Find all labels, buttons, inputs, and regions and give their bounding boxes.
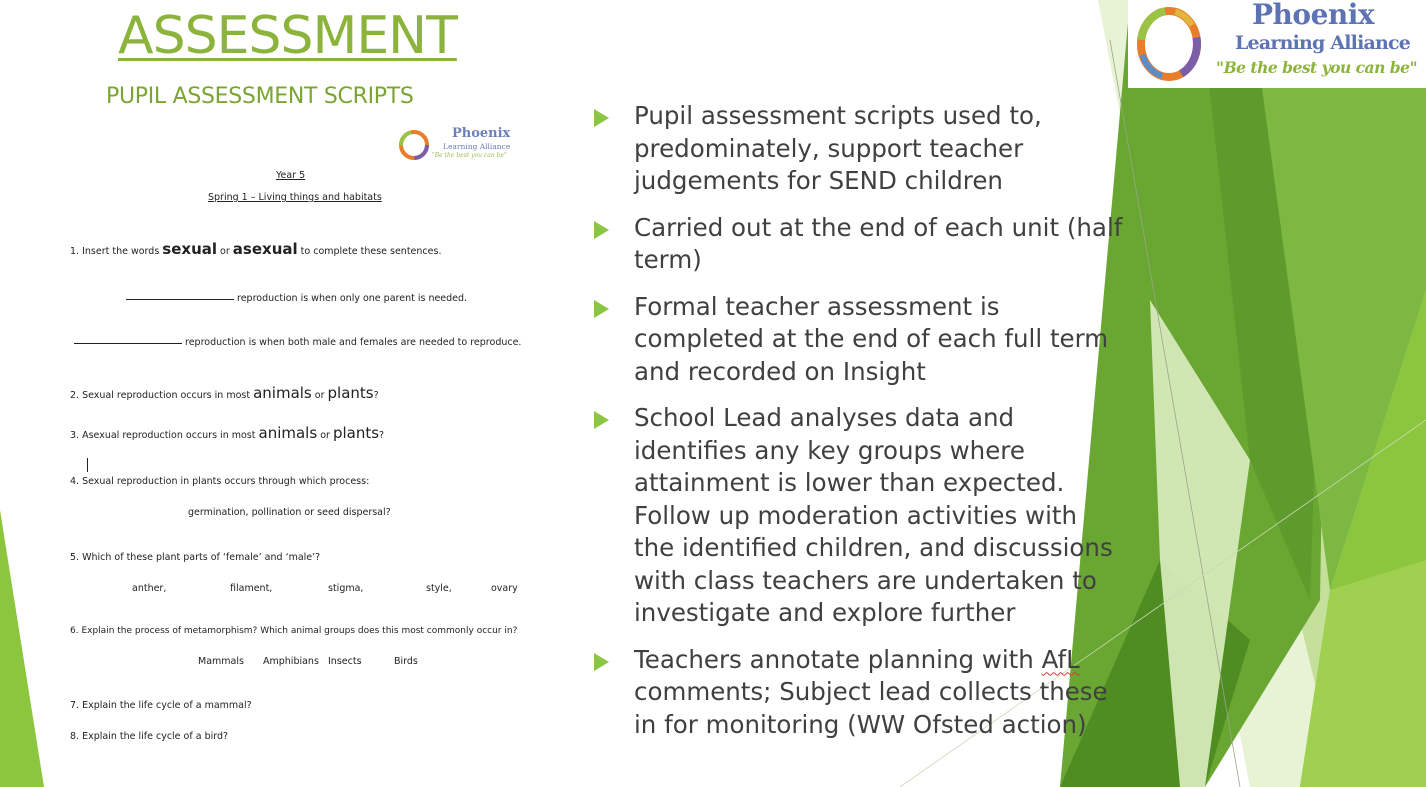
worksheet-unit: Spring 1 – Living things and habitats [208, 192, 382, 203]
spellcheck-word: AfL [1041, 644, 1080, 674]
worksheet-logo-tagline: "Be the best you can be" [432, 152, 507, 159]
logo-subtitle: Learning Alliance [1235, 32, 1411, 54]
bullet-list [594, 100, 1124, 755]
q5-option: filament, [230, 583, 273, 594]
triangle-bullet-icon [594, 109, 609, 127]
bullet-item [594, 291, 1124, 389]
question-5: 5. Which of these plant parts of ‘female’ and ‘male’? [70, 552, 321, 563]
question-1b: reproduction is when both male and females are needed to reproduce. [74, 337, 521, 348]
question-3: 3. Asexual reproduction occurs in most animals or plants? [70, 424, 385, 442]
answer-blank [74, 343, 182, 344]
bullet-text: Teachers annotate planning with AfL comments; Subject lead collects these in for monitoring (WW Ofsted action) [634, 644, 1108, 739]
worksheet-year: Year 5 [276, 170, 306, 181]
q6-option: Mammals [198, 656, 244, 667]
bullet-text: School Lead analyses data and identifies any key groups where attainment is lower than expected. Follow up moderation activities with the identified children, and discussions with class teachers are undertaken to investigate and explore further [634, 403, 1113, 627]
logo-ring-icon [1132, 2, 1206, 86]
bullet-item [594, 644, 1124, 742]
left-green-facet [0, 510, 44, 787]
worksheet-logo-ring-icon [397, 128, 431, 162]
question-4: 4. Sexual reproduction in plants occurs through which process: [70, 476, 370, 487]
triangle-bullet-icon [594, 653, 609, 671]
slide-subtitle: PUPIL ASSESSMENT SCRIPTS [106, 84, 414, 109]
worksheet-logo-name: Phoenix [452, 126, 511, 141]
q6-option: Birds [394, 656, 418, 667]
bullet-text: Formal teacher assessment is completed at the end of each full term and recorded on Insight [634, 291, 1109, 386]
worksheet-logo-subtitle: Learning Alliance [443, 142, 511, 151]
q6-option: Amphibians [263, 656, 319, 667]
worksheet-image [60, 118, 550, 758]
q5-option: anther, [132, 583, 167, 594]
q6-option: Insects [328, 656, 362, 667]
q5-option: ovary [491, 583, 518, 594]
question-8: 8. Explain the life cycle of a bird? [70, 731, 229, 742]
answer-blank [126, 299, 234, 300]
slide-title: ASSESSMENT [118, 6, 457, 66]
bullet-text: Carried out at the end of each unit (half term) [634, 212, 1123, 274]
bullet-text: Pupil assessment scripts used to, predominately, support teacher judgements for SEND children [634, 101, 1042, 195]
question-7: 7. Explain the life cycle of a mammal? [70, 700, 252, 711]
triangle-bullet-icon [594, 221, 609, 239]
text-cursor [87, 458, 88, 472]
bullet-item [594, 212, 1124, 277]
question-1a: reproduction is when only one parent is needed. [126, 293, 467, 304]
q5-option: stigma, [328, 583, 364, 594]
triangle-bullet-icon [594, 411, 609, 429]
logo-name: Phoenix [1252, 0, 1375, 31]
question-6: 6. Explain the process of metamorphism? Which animal groups does this most commonly occur in? [70, 626, 518, 636]
question-2: 2. Sexual reproduction occurs in most animals or plants? [70, 384, 379, 402]
bullet-item [594, 100, 1124, 198]
q5-option: style, [426, 583, 452, 594]
question-1: 1. Insert the words sexual or asexual to complete these sentences. [70, 240, 442, 258]
phoenix-logo [1128, 0, 1426, 88]
bullet-item [594, 402, 1124, 630]
triangle-bullet-icon [594, 300, 609, 318]
question-4-options: germination, pollination or seed dispersal? [188, 507, 391, 518]
logo-tagline: "Be the best you can be" [1216, 58, 1418, 77]
